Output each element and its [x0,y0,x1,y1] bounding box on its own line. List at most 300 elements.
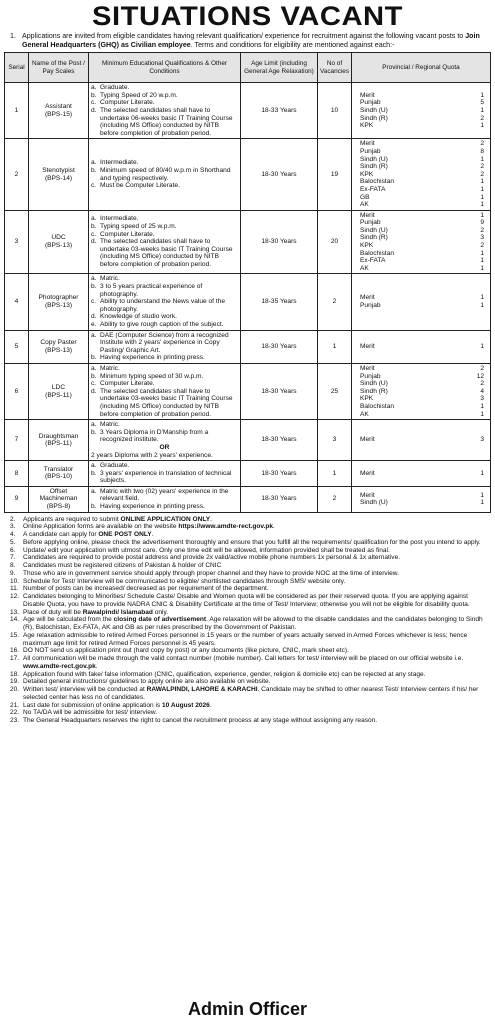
condition-number: 18. [10,670,20,678]
quota-cell [352,210,491,274]
condition-number: 9. [10,569,16,577]
quota-regions [360,365,394,418]
condition-item [10,523,487,531]
condition-text: Schedule for Test/ Interview will be communicated to eligible/ shortlisted candidates through SMS/ website only. [23,577,346,585]
quota-count: 2 [480,114,484,122]
qualifications-cell [89,274,241,330]
qualification-text: Having experience in printing press. [100,503,205,511]
quota-cell [352,83,491,139]
vacancies-cell: 19 [318,139,352,210]
quota-counts [480,436,484,444]
quota-cell [352,420,491,461]
quota-list [354,212,488,273]
qualification-text: Knowledge of studio work. [100,313,177,321]
conditions-list [4,513,491,725]
condition-bold-text: ONE POST ONLY [98,531,152,539]
qualifications-list [91,332,238,362]
condition-bold-text: https://www.amdte-rect.gov.pk [178,523,273,531]
qualification-item [91,332,238,355]
condition-text: Candidates must be registered citizens of Pakistan & holder of CNIC [23,562,222,570]
post-name: Draughtsman [38,432,79,440]
quota-count: 2 [480,226,484,234]
pay-scale: (BPS-13) [44,346,73,354]
qualification-text: The selected candidates shall have to undertake 06-weeks basic IT Training Course (including MS Office) conducted by NITB before completion of probation period. [100,106,233,137]
condition-item [10,562,487,570]
pay-scale: (BPS-13) [44,242,73,250]
qualification-item [91,167,238,182]
post-name: Assistant [45,103,72,111]
quota-count: 5 [480,99,484,107]
intro-text: Applications are invited from eligible candidates having relevant qualification/ experience for recruitment against the following vacant posts to Join General Headquarters (GHQ) as Civilian employee. Terms and conditions for eligibility are mentioned against each:- [22,32,480,49]
qualification-marker: d. [91,106,97,114]
qualification-item [91,503,238,511]
quota-count: 1 [480,249,484,257]
quota-region: Balochistan [360,249,395,257]
post-cell [29,461,89,487]
post-cell [29,330,89,363]
qualifications-list [91,421,238,444]
quota-cell [352,274,491,330]
qualification-marker: a. [91,159,97,167]
condition-number: 13. [10,608,20,616]
qualifications-cell [89,210,241,274]
qualification-item [91,429,238,444]
condition-item [10,678,487,686]
quota-regions [360,92,388,130]
qualification-marker: a. [91,487,97,495]
quota-region: KPK [360,242,374,250]
qualifications-list [91,488,238,511]
quota-count: 1 [480,499,484,507]
condition-number: 21. [10,701,20,709]
condition-text: Number of posts can be increased/ decreased as per requirement of the department. [23,585,269,593]
qualification-text: The selected candidates shall have to undertake 03-weeks basic IT Training Course (including MS Office) conducted by NITB before completion of probation period. [100,238,233,269]
quota-list [354,140,488,208]
quota-cell [352,139,491,210]
condition-number: 14. [10,616,20,624]
qualification-marker: b. [91,283,97,291]
quota-cell [352,363,491,419]
quota-count: 1 [480,294,484,302]
qualifications-cell [89,420,241,461]
quota-count: 2 [480,364,484,372]
quota-region: Sindh (R) [360,234,388,242]
condition-item [10,647,487,655]
condition-bold-text: Rawalpindi/ Islamabad [82,608,153,616]
quota-counts [480,492,484,507]
serial-cell: 1 [5,83,29,139]
quota-count: 1 [480,185,484,193]
quota-count: 12 [476,372,484,380]
post-name: Translator [43,465,74,473]
qualification-text: Having experience in printing press. [100,354,205,362]
quota-regions [360,436,375,444]
quota-list [354,436,488,444]
vacancies-cell: 10 [318,83,352,139]
qualifications-list [91,84,238,137]
quota-counts [480,212,484,273]
serial-cell: 3 [5,210,29,274]
qualification-marker: b. [91,91,97,99]
qualification-marker: b. [91,372,97,380]
quota-list [354,365,488,418]
condition-item [10,702,487,710]
condition-bold-text: 10 August 2026 [162,701,210,709]
post-name: Offset Machineman [39,487,78,503]
quota-region: Sindh (R) [360,163,388,171]
post-name: Photographer [38,294,79,302]
table-row [5,363,491,419]
quota-region: Sindh (U) [360,155,388,163]
qualification-marker: a. [91,421,97,429]
qualifications-cell [89,139,241,210]
qualification-marker: a. [91,84,97,92]
condition-item [10,539,487,547]
quota-regions [360,470,375,478]
vacancy-table [4,52,491,512]
condition-bold-text: ONLINE APPLICATION ONLY [120,515,211,523]
condition-item [10,578,487,586]
vacancies-cell: 1 [318,330,352,363]
quota-region: Merit [360,91,375,99]
condition-text: Application found with fake/ false information (CNIC, qualification, experience, gender, religion & domicile etc) can be rejected at any stage. [23,670,426,678]
qualification-item [91,298,238,313]
qualification-marker: e. [91,321,97,328]
pay-scale: (BPS-15) [44,110,73,118]
condition-number: 10. [10,577,20,585]
quota-region: Punjab [360,302,381,310]
quota-region: KPK [360,395,374,403]
quota-region: Sindh (R) [360,114,388,122]
serial-cell: 8 [5,461,29,487]
quota-count: 2 [480,163,484,171]
quota-count: 1 [480,122,484,130]
quota-count: 1 [480,264,484,272]
condition-text: Those who are in government service should apply through proper channel and they have to provide NOC at the time of interview. [23,569,399,577]
condition-text: Before applying online, please check the advertisement thoroughly and ensure that you fulfill all the requirements/ qualification for the post you intend to apply. [23,538,481,546]
condition-text: Written test/ interview will be conducted at RAWALPINDI, LAHORE & KARACHI. Candidate may be shifted to other nearest Test/ Interview centers if his/ her selected center has less no of candidates. [23,686,479,701]
pay-scale: (BPS-10) [44,473,73,481]
qualification-item [91,223,238,231]
column-header: Minimum Educational Qualifications & Other Conditions [89,53,241,83]
quota-count: 1 [480,469,484,477]
condition-text: Age relaxation admissible to retired Armed Forces personnel is 15 years or the number of years actually served in Armed Forces whichever is less; hence maximum age limit for retired Armed Forces personnel is 45 years. [23,631,468,647]
condition-item [10,554,487,562]
serial-cell: 6 [5,363,29,419]
quota-region: Sindh (U) [360,106,388,114]
qualifications-list [91,462,238,485]
condition-number: 8. [10,562,16,570]
quota-region: Sindh (R) [360,387,388,395]
quota-list [354,343,488,351]
condition-text: Last date for submission of online application is 10 August 2026. [23,701,212,709]
vacancy-table-body [5,83,491,512]
condition-text: No TA/DA will be admissible for test/ interview. [23,709,158,717]
qualification-text: Matric. [100,421,120,429]
post-cell [29,363,89,419]
qualification-marker: a. [91,364,97,372]
post-cell [29,83,89,139]
quota-region: KPK [360,122,374,130]
age-limit-cell: 18-30 Years [241,363,318,419]
qualification-item [91,354,238,362]
qualification-item [91,92,238,100]
quota-region: Merit [360,342,375,350]
quota-counts [480,140,484,208]
quota-region: Balochistan [360,402,395,410]
qualification-marker: b. [91,223,97,231]
qualification-text: Intermediate. [100,215,139,223]
condition-number: 5. [10,538,16,546]
condition-text: All communication will be made through the valid contact number (mobile number). Call letters for test/ interview will be placed on our official website i.e. www.amdte-rect.gov.pk. [23,655,464,670]
condition-bold-text: closing date of advertisement [113,616,207,624]
qualification-item [91,107,238,137]
table-row [5,330,491,363]
column-header: Provincial / Regional Quota [352,53,491,83]
qualification-marker: a. [91,215,97,223]
quota-count: 1 [480,155,484,163]
qualification-marker: b. [91,503,97,511]
condition-text: DO NOT send us application print out (hard copy by post) or any documents (like picture, CNIC, mark sheet etc). [23,647,349,655]
condition-item [10,570,487,578]
quota-region: Ex-FATA [360,257,386,265]
age-limit-cell: 18-30 Years [241,330,318,363]
qualifications-cell [89,330,241,363]
pay-scale: (BPS-11) [45,391,72,399]
quota-count: 1 [480,178,484,186]
condition-item [10,516,487,524]
condition-number: 15. [10,631,20,639]
quota-region: Merit [360,364,375,372]
condition-number: 3. [10,523,16,531]
condition-text: The General Headquarters reserves the right to cancel the recruitment process at any stage without assigning any reason. [23,717,378,725]
quota-regions [360,212,394,273]
condition-number: 7. [10,554,16,562]
quota-count: 1 [480,410,484,418]
condition-number: 2. [10,515,16,523]
age-limit-cell: 18-30 Years [241,486,318,512]
column-header: Age Limit (including General Age Relaxation) [241,53,318,83]
qualification-text: Computer Literate. [100,99,155,107]
qualification-item [91,380,238,388]
condition-number: 22. [10,709,20,717]
quota-counts [477,365,484,418]
condition-number: 6. [10,546,16,554]
condition-bold-text: RAWALPINDI, LAHORE & KARACHI [146,686,258,694]
qualification-marker: a. [91,275,97,283]
quota-regions [360,140,394,208]
condition-item [10,609,487,617]
qualification-marker: a. [91,331,97,339]
table-row [5,274,491,330]
serial-cell: 9 [5,486,29,512]
qualification-marker: b. [91,428,97,436]
condition-item [10,671,487,679]
condition-number: 20. [10,686,20,694]
qualifications-cell [89,461,241,487]
qualification-marker: c. [91,380,97,388]
post-cell [29,486,89,512]
condition-item [10,585,487,593]
quota-count: 1 [480,91,484,99]
qualification-item [91,313,238,321]
quota-count: 2 [480,170,484,178]
qualification-text: Ability to give rough caption of the subject. [100,321,224,328]
condition-number: 4. [10,531,16,539]
qualifications-list [91,159,238,189]
table-row [5,420,491,461]
quota-region: GB [360,193,370,201]
quota-region: Merit [360,436,375,444]
quota-count: 1 [480,302,484,310]
qualification-item [91,462,238,470]
age-limit-cell: 18-30 Years [241,420,318,461]
vacancies-cell: 2 [318,274,352,330]
quota-counts [480,92,484,130]
quota-region: Punjab [360,219,381,227]
qualification-item [91,388,238,418]
quota-count: 1 [480,342,484,350]
quota-count: 3 [480,234,484,242]
table-header-row [5,53,491,83]
qualification-marker: d. [91,238,97,246]
table-row [5,210,491,274]
table-row [5,83,491,139]
qualification-item [91,488,238,503]
post-name: LDC [51,383,66,391]
qualification-text: Minimum typing speed of 30 w.p.m. [100,372,204,380]
condition-text: Candidates are required to provide postal address and provide 2x valid/active mobile phone numbers 1x personal & 1x alternative. [23,554,401,562]
qualification-marker: c. [91,230,97,238]
qualification-item [91,283,238,298]
qualification-item [91,159,238,167]
intro-number: 1. [10,32,16,40]
quota-cell [352,330,491,363]
quota-count: 1 [480,491,484,499]
qualification-text: 3 years' experience in translation of technical subjects. [100,469,232,485]
quota-count: 3 [480,436,484,444]
vacancies-cell: 2 [318,486,352,512]
qualifications-cell [89,83,241,139]
qualification-item [91,421,238,429]
qualification-item [91,84,238,92]
serial-cell: 7 [5,420,29,461]
condition-item [10,709,487,717]
condition-number: 11. [10,585,19,593]
qualification-text: Matric with two (02) years' experience in the relevant field. [100,487,229,503]
condition-bold-text: www.amdte-rect.gov.pk [23,662,96,670]
qualification-marker: b. [91,354,97,362]
age-limit-cell: 18-33 Years [241,83,318,139]
pay-scale: (BPS-8) [46,503,71,511]
qualification-text: Typing Speed of 20 w.p.m. [100,91,178,99]
quota-count: 2 [480,140,484,148]
qualifications-list [91,275,238,328]
qualification-item [91,231,238,239]
quota-region: Sindh (U) [360,499,388,507]
qualification-marker: c. [91,298,97,306]
quota-region: AK [360,410,369,418]
or-separator: OR [159,443,170,451]
quota-region: KPK [360,170,374,178]
qualification-marker: a. [91,462,97,470]
quota-count: 9 [480,219,484,227]
qualification-marker: b. [91,469,97,477]
column-header: Serial [5,53,29,83]
intro-paragraph [4,30,491,52]
qualification-marker: d. [91,313,97,321]
condition-item [10,593,487,609]
quota-regions [360,294,381,309]
condition-number: 16. [10,647,20,655]
condition-text: Online Application forms are available on the website https://www.amdte-rect.gov.pk. [23,523,275,531]
quota-region: AK [360,264,369,272]
quota-cell [352,486,491,512]
page-title: SITUATIONS VACANT [91,1,404,31]
condition-text: Detailed general instructions/ guidelines to apply online are also available on website. [23,678,271,686]
quota-region: AK [360,201,369,209]
vacancies-cell: 3 [318,420,352,461]
qualification-item [91,275,238,283]
table-row [5,139,491,210]
condition-number: 17. [10,655,20,663]
quota-region: Merit [360,211,375,219]
post-name: Stenotypist [42,166,75,174]
quota-region: Ex-FATA [360,185,386,193]
table-row [5,486,491,512]
qualification-text: Computer Literate. [100,230,155,238]
qualification-item [91,238,238,268]
qualification-item [91,470,238,485]
condition-item [10,547,487,555]
qualification-marker: c. [91,182,97,190]
quota-regions [360,492,388,507]
quota-regions [360,343,375,351]
column-header: Name of the Post / Pay Scales [29,53,89,83]
quota-list [354,92,488,130]
vacancies-cell: 25 [318,363,352,419]
qualification-text: Matric. [100,275,120,283]
condition-text: Candidates belonging to Minorities/ Schedule Caste/ Disable and Women quota will be considered as per their reserved quota. If you are applying against Disable Quota, you have to provide NADRA CNIC & Disability Certificate at the time of Test/ Interview; otherwise you will not be eligible for disability quota. [23,593,470,608]
condition-text: Age will be calculated from the closing date of advertisement. Age relaxation will be allowed to the disable candidates and the candidates belonging to Sindh (R), Balochistan, Ex-FATA, AK and GB as per rules prescribed by the Government of Pakistan. [23,616,483,632]
qualification-text: 3 to 5 years practical experience of photography. [100,283,203,298]
quota-count: 1 [480,257,484,265]
condition-item [10,686,487,702]
condition-text: Update/ edit your application with utmost care. Only one time edit will be allowed, information provided shall be treated as final. [23,546,390,554]
alternative-qualification: 2 years Diploma with 2 years' experience. [91,451,213,459]
quota-region: Balochistan [360,178,395,186]
table-row [5,461,491,487]
quota-region: Punjab [360,99,381,107]
qualification-text: Ability to understand the News value of the photography. [100,298,225,313]
age-limit-cell: 18-30 Years [241,139,318,210]
quota-counts [480,343,484,351]
quota-count: 4 [480,387,484,395]
vacancies-cell: 20 [318,210,352,274]
post-cell [29,210,89,274]
qualification-text: Typing speed of 25 w.p.m. [100,223,177,231]
qualification-marker: c. [91,99,97,107]
qualifications-list [91,215,238,268]
qualification-item [91,365,238,373]
column-header: No of Vacancies [318,53,352,83]
quota-region: Merit [360,140,375,148]
quota-region: Merit [360,294,375,302]
age-limit-cell: 18-30 Years [241,461,318,487]
quota-counts [480,470,484,478]
quota-count: 3 [480,395,484,403]
quota-count: 1 [480,106,484,114]
